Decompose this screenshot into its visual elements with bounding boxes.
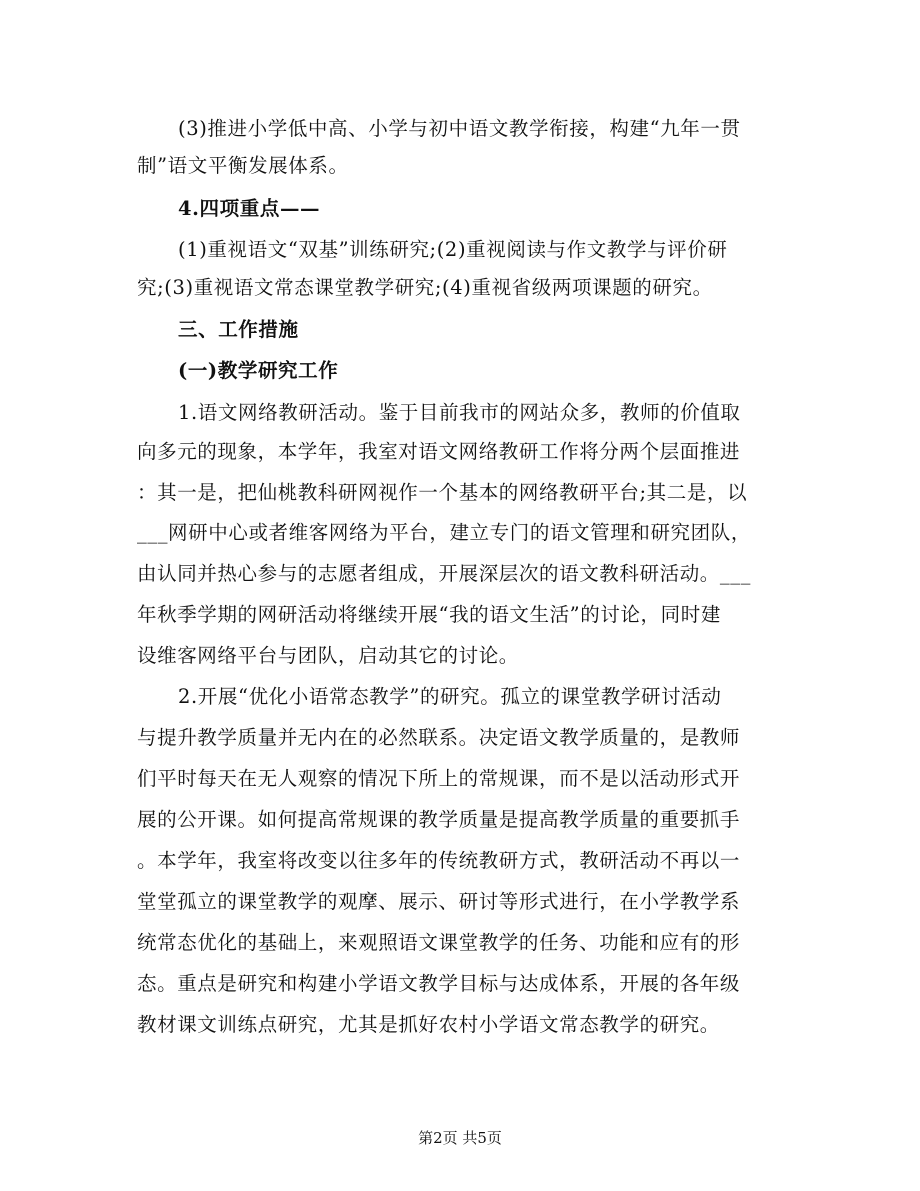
section-heading: 4.四项重点——	[178, 197, 321, 220]
paragraph-line: 堂堂孤立的课堂教学的观摩、展示、研讨等形式进行，在小学教学系	[137, 890, 741, 913]
subsection-heading: (一)教学研究工作	[178, 359, 339, 382]
paragraph-line: 。本学年，我室将改变以往多年的传统教研方式，教研活动不再以一	[137, 849, 741, 872]
paragraph-line: (3)推进小学低中高、小学与初中语文教学衔接，构建“九年一贯	[178, 117, 741, 140]
paragraph-line: 究;(3)重视语文常态课堂教学研究;(4)重视省级两项课题的研究。	[137, 276, 713, 299]
paragraph-line: 向多元的现象，本学年，我室对语文网络教研工作将分两个层面推进	[137, 440, 741, 463]
paragraph-line: 制”语文平衡发展体系。	[137, 154, 349, 177]
paragraph-line: 态。重点是研究和构建小学语文教学目标与达成体系，开展的各年级	[137, 972, 741, 995]
paragraph-line: 由认同并热心参与的志愿者组成，开展深层次的语文教科研活动。___	[137, 562, 751, 585]
paragraph-line: ：其一是，把仙桃教科研网视作一个基本的网络教研平台;其二是，以	[137, 481, 748, 504]
paragraph-line: 1.语文网络教研活动。鉴于目前我市的网站众多，教师的价值取	[178, 401, 741, 424]
paragraph-line: 年秋季学期的网研活动将继续开展“我的语文生活”的讨论，同时建	[137, 603, 721, 626]
paragraph-line: 教材课文训练点研究，尤其是抓好农村小学语文常态教学的研究。	[137, 1013, 720, 1036]
paragraph-line: ___网研中心或者维客网络为平台，建立专门的语文管理和研究团队，	[137, 521, 751, 544]
paragraph-line: (1)重视语文“双基”训练研究;(2)重视阅读与作文教学与评价研	[178, 238, 728, 261]
paragraph-line: 设维客网络平台与团队，启动其它的讨论。	[137, 644, 519, 667]
paragraph-line: 展的公开课。如何提高常规课的教学质量是提高教学质量的重要抓手	[137, 808, 741, 831]
paragraph-line: 们平时每天在无人观察的情况下所上的常规课，而不是以活动形式开	[137, 767, 741, 790]
paragraph-line: 与提升教学质量并无内在的必然联系。决定语文教学质量的，是教师	[137, 726, 741, 749]
paragraph-line: 2.开展“优化小语常态教学”的研究。孤立的课堂教学研讨活动	[178, 685, 722, 708]
section-heading: 三、工作措施	[178, 318, 299, 341]
page-number-footer: 第2页 共5页	[418, 1129, 502, 1147]
paragraph-line: 统常态优化的基础上，来观照语文课堂教学的任务、功能和应有的形	[137, 931, 741, 954]
